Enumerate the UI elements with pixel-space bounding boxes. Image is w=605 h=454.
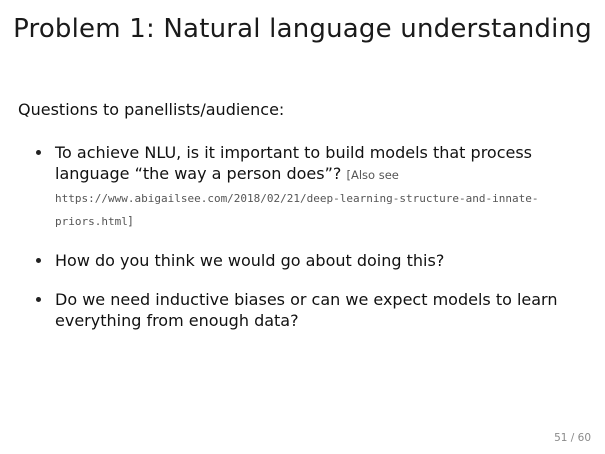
bullet-item [36, 250, 581, 271]
bullet-text: To achieve NLU, is it important to build models that process language “the way a person does”? [55, 143, 533, 183]
reference-suffix: ] [127, 214, 133, 228]
reference-link[interactable]: https://www.abigailsee.com/2018/02/21/deep-learning-structure-and-innate-priors.html [55, 192, 539, 228]
bullet-dot-icon [36, 258, 41, 263]
bullet-item [36, 142, 581, 232]
bullet-dot-icon [36, 150, 41, 155]
intro-text: Questions to panellists/audience: [18, 100, 285, 119]
reference-prefix: [Also see [346, 168, 399, 182]
bullet-item [36, 289, 581, 331]
slide-title: Problem 1: Natural language understanding [13, 14, 592, 44]
bullet-list [36, 142, 581, 331]
bullet-text: Do we need inductive biases or can we expect models to learn everything from enough data? [55, 290, 558, 330]
page-number: 51 / 60 [554, 432, 591, 444]
bullet-text: How do you think we would go about doing this? [55, 251, 445, 270]
bullet-dot-icon [36, 297, 41, 302]
